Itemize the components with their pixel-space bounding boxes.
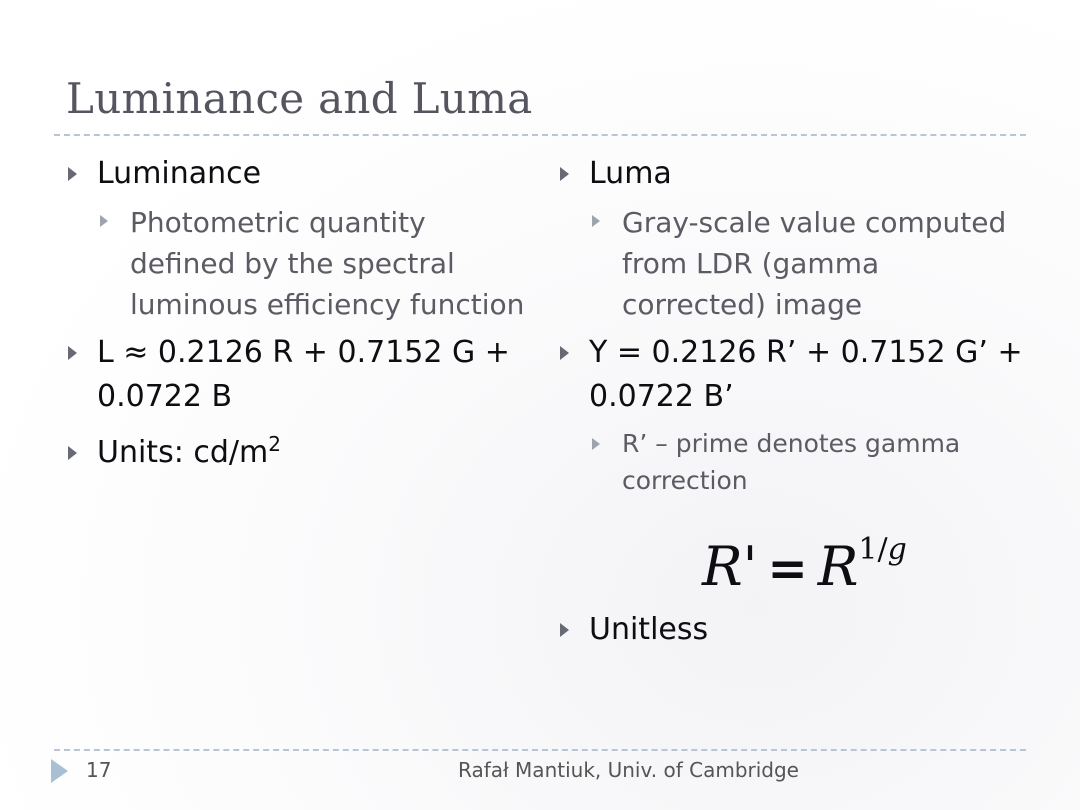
bullet-text: Luminance bbox=[97, 156, 262, 191]
sub-bullet-prime-note bbox=[558, 425, 1028, 499]
slide-title: Luminance and Luma bbox=[66, 74, 533, 123]
units-label: Units: cd/m bbox=[97, 435, 269, 470]
sub-bullet-arrow-icon bbox=[592, 215, 600, 227]
footer-arrow-icon bbox=[51, 759, 68, 783]
bullet-text: L ≈ 0.2126 R + 0.7152 G + 0.0722 B bbox=[97, 335, 510, 414]
equation-exponent bbox=[858, 532, 906, 567]
bullet-unitless-wrapper bbox=[558, 608, 1028, 652]
sub-bullet-arrow-icon bbox=[100, 215, 108, 227]
title-divider bbox=[54, 134, 1026, 136]
footer-credit: Rafał Mantiuk, Univ. of Cambridge bbox=[458, 758, 799, 782]
bullet-arrow-icon bbox=[560, 623, 569, 637]
bullet-arrow-icon bbox=[68, 446, 77, 460]
bullet-luminance bbox=[66, 152, 536, 196]
sub-bullet-photometric bbox=[66, 202, 536, 325]
page-number: 17 bbox=[86, 758, 112, 782]
equation-exponent-num: 1/ bbox=[858, 532, 888, 567]
bullet-luminance-formula bbox=[66, 331, 536, 419]
bullet-text: Y = 0.2126 R’ + 0.7152 G’ + 0.0722 B’ bbox=[589, 335, 1023, 414]
sub-bullet-arrow-icon bbox=[592, 438, 600, 450]
bullet-unitless bbox=[558, 608, 1028, 652]
bullet-arrow-icon bbox=[560, 167, 569, 181]
sub-bullet-text: Photometric quantity defined by the spectral luminous efficiency function bbox=[130, 206, 525, 321]
bullet-text: Unitless bbox=[589, 612, 709, 647]
equation-equals: = bbox=[767, 541, 808, 597]
equation-lhs: R' bbox=[702, 535, 758, 598]
bullet-arrow-icon bbox=[68, 346, 77, 360]
footer-divider bbox=[54, 749, 1026, 751]
bullet-luma-formula bbox=[558, 331, 1028, 419]
sub-bullet-gray-scale bbox=[558, 202, 1028, 325]
equation-base: R bbox=[817, 535, 859, 598]
right-column bbox=[558, 152, 1028, 499]
bullet-luma bbox=[558, 152, 1028, 196]
bullet-arrow-icon bbox=[68, 167, 77, 181]
units-superscript: 2 bbox=[268, 432, 281, 456]
bullet-units bbox=[66, 431, 536, 475]
bullet-text bbox=[97, 431, 536, 475]
left-column bbox=[66, 152, 536, 475]
equation-exponent-var: g bbox=[887, 532, 907, 567]
sub-bullet-text: R’ – prime denotes gamma correction bbox=[622, 429, 961, 495]
bullet-text: Luma bbox=[589, 156, 672, 191]
gamma-equation bbox=[702, 520, 907, 599]
sub-bullet-text: Gray-scale value computed from LDR (gamma corrected) image bbox=[622, 206, 1007, 321]
bullet-arrow-icon bbox=[560, 346, 569, 360]
